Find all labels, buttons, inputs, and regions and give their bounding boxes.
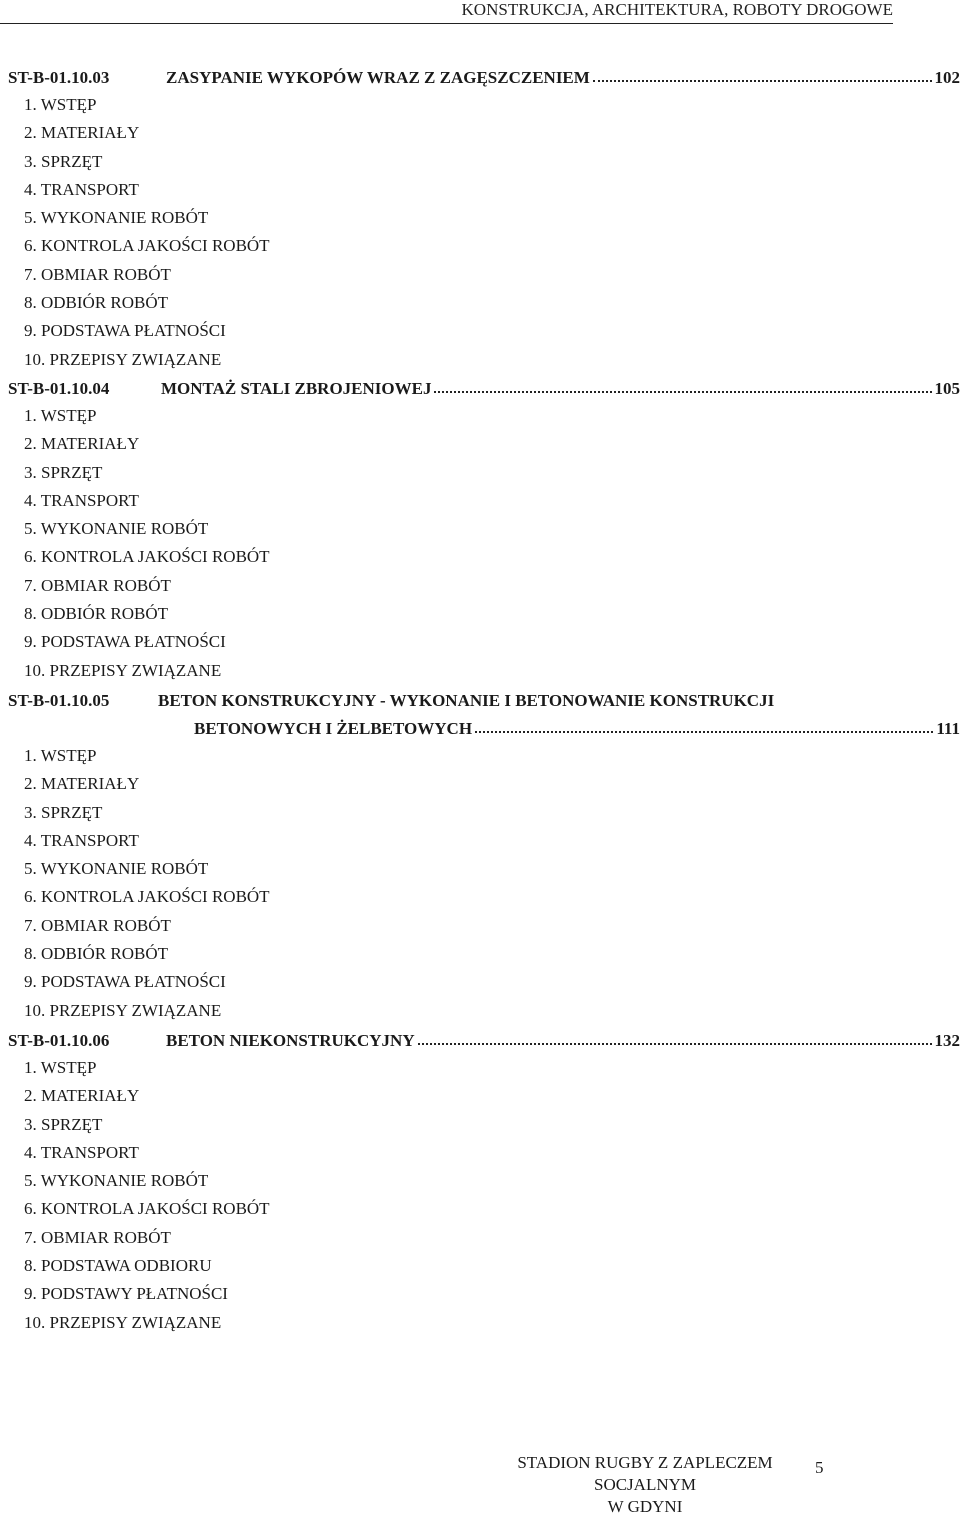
list-item: 2. MATERIAŁY	[24, 770, 960, 798]
toc-title-line	[166, 1031, 960, 1051]
list-item: 3. SPRZĘT	[24, 1111, 960, 1139]
list-item: 8. ODBIÓR ROBÓT	[24, 600, 960, 628]
spec-title-line2: BETONOWYCH I ŻELBETOWYCH	[194, 719, 472, 739]
list-item: 10. PRZEPISY ZWIĄZANE	[24, 997, 960, 1025]
page-ref: 102	[935, 68, 960, 88]
list-item: 5. WYKONANIE ROBÓT	[24, 515, 960, 543]
spec-code: ST-B-01.10.03	[8, 68, 109, 88]
page-ref: 132	[935, 1031, 960, 1051]
list-item: 9. PODSTAWY PŁATNOŚCI	[24, 1280, 960, 1308]
list-item: 3. SPRZĘT	[24, 799, 960, 827]
toc-entry[interactable]	[8, 1026, 960, 1054]
list-item: 5. WYKONANIE ROBÓT	[24, 855, 960, 883]
footer-line1: STADION RUGBY Z ZAPLECZEM SOCJALNYM	[480, 1452, 810, 1496]
toc-entry[interactable]	[8, 686, 960, 742]
toc-section	[8, 63, 960, 374]
subsection-list	[8, 1054, 960, 1337]
toc-section	[8, 1026, 960, 1337]
list-item: 4. TRANSPORT	[24, 487, 960, 515]
list-item: 10. PRZEPISY ZWIĄZANE	[24, 657, 960, 685]
header-title: KONSTRUKCJA, ARCHITEKTURA, ROBOTY DROGOWE	[462, 0, 893, 20]
list-item: 5. WYKONANIE ROBÓT	[24, 1167, 960, 1195]
list-item: 9. PODSTAWA PŁATNOŚCI	[24, 628, 960, 656]
toc-title-line	[161, 379, 960, 399]
subsection-list	[8, 91, 960, 374]
list-item: 8. PODSTAWA ODBIORU	[24, 1252, 960, 1280]
toc-section	[8, 686, 960, 1025]
list-item: 6. KONTROLA JAKOŚCI ROBÓT	[24, 232, 960, 260]
spec-title: MONTAŻ STALI ZBROJENIOWEJ	[161, 379, 431, 399]
toc-title-line	[194, 719, 960, 739]
list-item: 1. WSTĘP	[24, 91, 960, 119]
toc-title-line	[166, 68, 960, 88]
page-ref: 111	[936, 719, 960, 739]
list-item: 4. TRANSPORT	[24, 827, 960, 855]
list-item: 2. MATERIAŁY	[24, 119, 960, 147]
list-item: 9. PODSTAWA PŁATNOŚCI	[24, 968, 960, 996]
dot-leader	[434, 387, 931, 393]
footer-page-number: 5	[815, 1458, 824, 1478]
list-item: 2. MATERIAŁY	[24, 430, 960, 458]
list-item: 1. WSTĘP	[24, 742, 960, 770]
spec-title: ZASYPANIE WYKOPÓW WRAZ Z ZAGĘSZCZENIEM	[166, 68, 590, 88]
list-item: 1. WSTĘP	[24, 1054, 960, 1082]
page-header	[0, 0, 893, 24]
subsection-list	[8, 402, 960, 685]
list-item: 6. KONTROLA JAKOŚCI ROBÓT	[24, 883, 960, 911]
list-item: 8. ODBIÓR ROBÓT	[24, 940, 960, 968]
dot-leader	[418, 1039, 932, 1045]
list-item: 4. TRANSPORT	[24, 1139, 960, 1167]
list-item: 7. OBMIAR ROBÓT	[24, 1224, 960, 1252]
list-item: 7. OBMIAR ROBÓT	[24, 572, 960, 600]
footer-project	[480, 1452, 810, 1518]
list-item: 10. PRZEPISY ZWIĄZANE	[24, 346, 960, 374]
list-item: 7. OBMIAR ROBÓT	[24, 912, 960, 940]
list-item: 6. KONTROLA JAKOŚCI ROBÓT	[24, 543, 960, 571]
spec-title-line1: BETON KONSTRUKCYJNY - WYKONANIE I BETONOWANIE KONSTRUKCJI	[158, 691, 774, 711]
list-item: 1. WSTĘP	[24, 402, 960, 430]
list-item: 6. KONTROLA JAKOŚCI ROBÓT	[24, 1195, 960, 1223]
subsection-list	[8, 742, 960, 1025]
toc-entry[interactable]	[8, 63, 960, 91]
list-item: 10. PRZEPISY ZWIĄZANE	[24, 1309, 960, 1337]
spec-code: ST-B-01.10.04	[8, 379, 109, 399]
spec-code: ST-B-01.10.06	[8, 1031, 109, 1051]
list-item: 5. WYKONANIE ROBÓT	[24, 204, 960, 232]
footer-line2: W GDYNI	[480, 1496, 810, 1518]
list-item: 2. MATERIAŁY	[24, 1082, 960, 1110]
list-item: 4. TRANSPORT	[24, 176, 960, 204]
dot-leader	[475, 727, 933, 733]
list-item: 7. OBMIAR ROBÓT	[24, 261, 960, 289]
spec-code: ST-B-01.10.05	[8, 691, 109, 711]
spec-title: BETON NIEKONSTRUKCYJNY	[166, 1031, 415, 1051]
list-item: 3. SPRZĘT	[24, 148, 960, 176]
list-item: 3. SPRZĘT	[24, 459, 960, 487]
toc-entry[interactable]	[8, 374, 960, 402]
dot-leader	[593, 76, 932, 82]
list-item: 8. ODBIÓR ROBÓT	[24, 289, 960, 317]
toc-section	[8, 374, 960, 685]
page-ref: 105	[935, 379, 960, 399]
list-item: 9. PODSTAWA PŁATNOŚCI	[24, 317, 960, 345]
